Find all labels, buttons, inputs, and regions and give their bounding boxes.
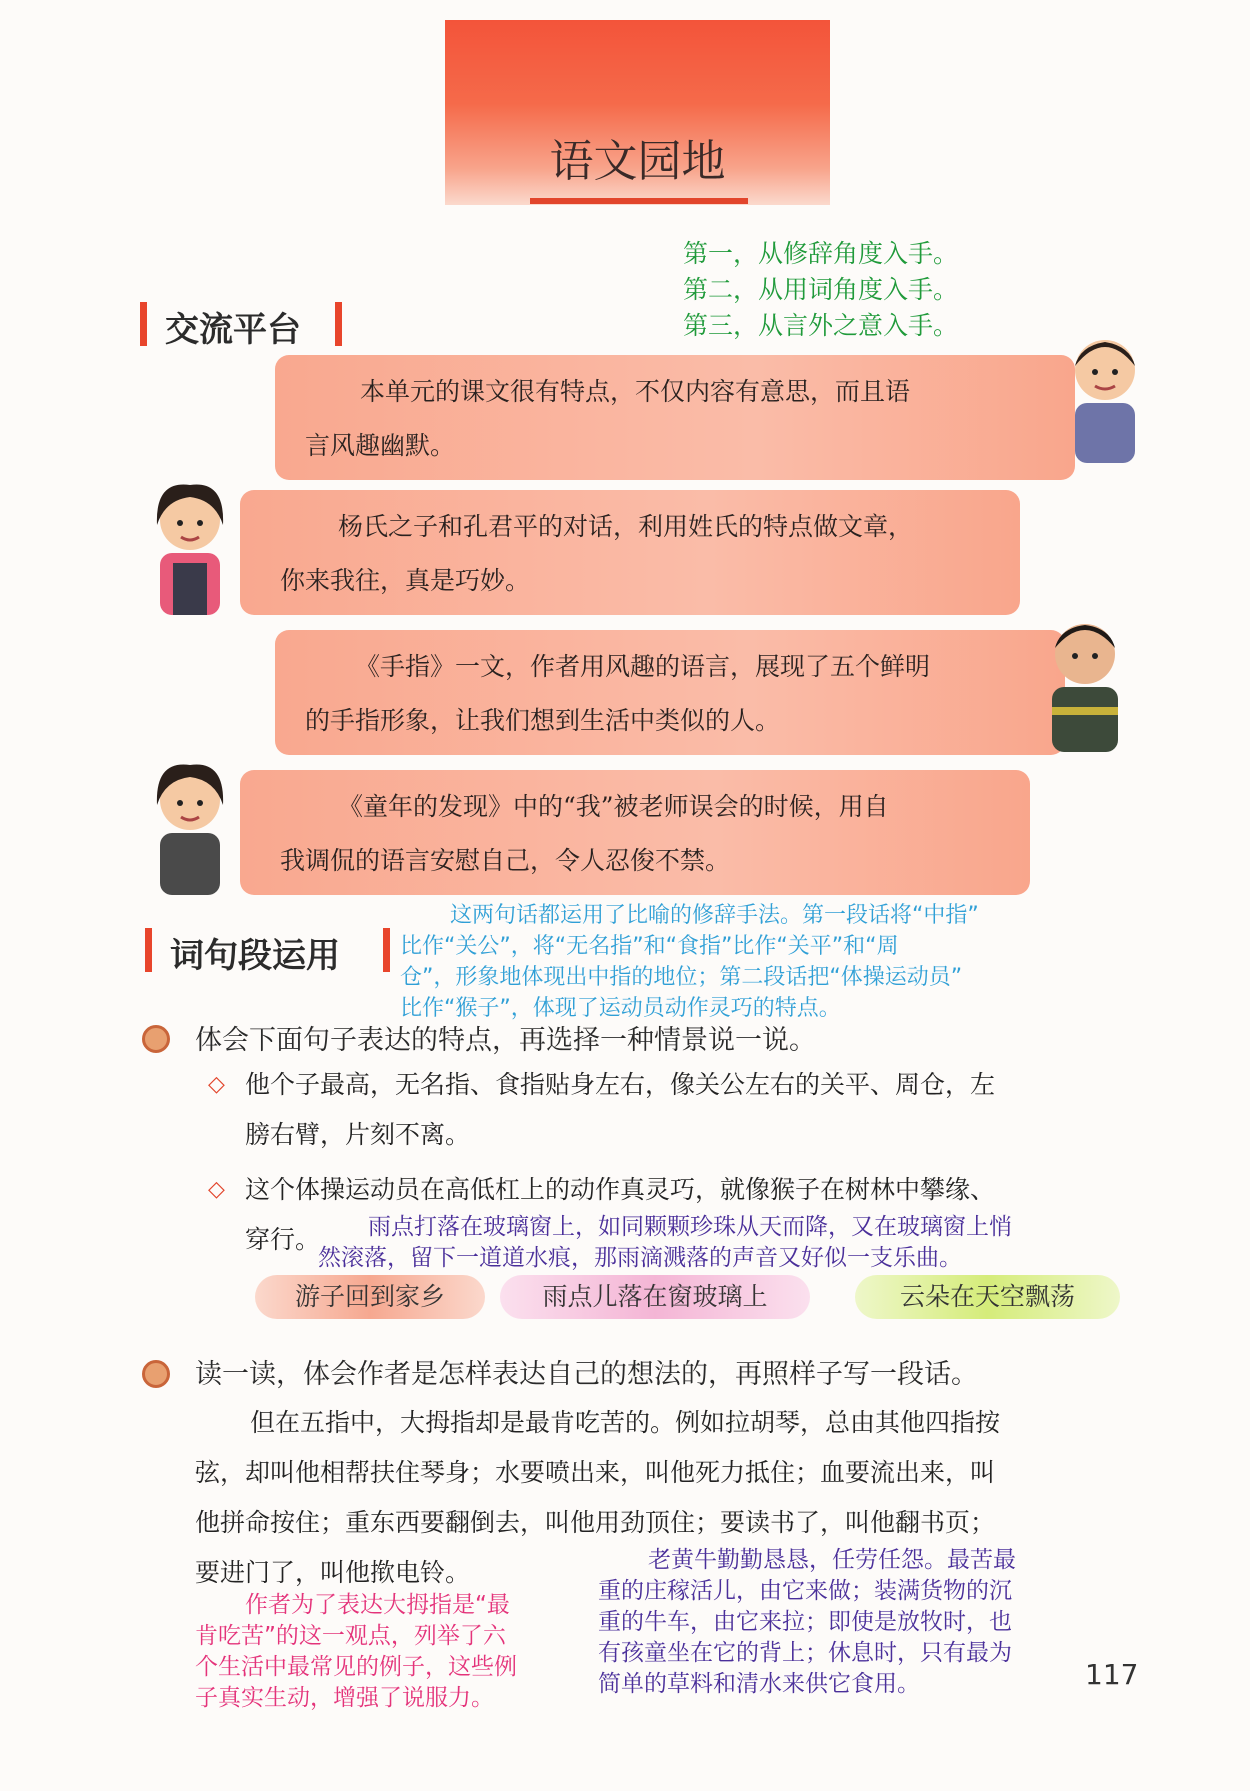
answer-note [400,900,1120,1024]
sentence-line: 膀右臂，片刻不离。 [245,1120,471,1149]
note-line: 老黄牛勤勤恳恳，任劳任怨。最苦最 [648,1547,1016,1573]
answer-note [318,1212,1148,1274]
passage-line: 弦，却叫他相帮扶住琴身；水要喷出来，叫他死力抵住；血要流出来，叫 [195,1458,996,1487]
note-line: 个生活中最常见的例子，这些例 [195,1654,517,1680]
title-underline [530,198,748,204]
example-sentence-1 [245,1060,1145,1160]
task-icon [142,1360,170,1388]
page-number: 117 [1085,1658,1139,1691]
diamond-bullet-icon: ◇ [208,1072,225,1097]
task1-instruction: 体会下面句子表达的特点，再选择一种情景说一说。 [195,1025,816,1056]
boy-avatar [1060,328,1150,478]
page-title: 语文园地 [549,136,726,187]
scenario-option: 云朵在天空飘荡 [855,1275,1120,1319]
note-line: 作者为了表达大拇指是“最 [245,1592,510,1618]
note-line: 雨点打落在玻璃窗上，如同颗颗珍珠从天而降，又在玻璃窗上悄 [368,1214,1012,1240]
scenario-option: 雨点儿落在窗玻璃上 [500,1275,810,1319]
bubble-line: 我调侃的语言安慰自己，令人忍俊不禁。 [280,846,731,875]
section-marker [140,302,147,346]
girl-avatar [145,755,235,905]
bubble-line: 杨氏之子和孔君平的对话，利用姓氏的特点做文章， [338,512,914,541]
section-marker [383,928,390,972]
answer-hints [683,236,958,344]
note-line: 仓”，形象地体现出中指的地位；第二段话把“体操运动员” [400,965,963,990]
sentence-line: 他个子最高，无名指、食指贴身左右，像关公左右的关平、周仓，左 [245,1070,996,1099]
note-line: 简单的草料和清水来供它食用。 [598,1671,920,1697]
dialog-bubble [275,355,1075,480]
section-marker [335,302,342,346]
note-line: 这两句话都运用了比喻的修辞手法。第一段话将“中指” [450,903,979,928]
passage-line: 要进门了，叫他揿电铃。 [195,1558,471,1587]
analysis-note [195,1590,595,1714]
bubble-line: 《童年的发现》中的“我”被老师误会的时候，用自 [338,792,889,821]
passage-line: 他拼命按住；重东西要翻倒去，叫他用劲顶住；要读书了，叫他翻书页； [195,1508,996,1537]
passage-line: 但在五指中，大拇指却是最肯吃苦的。例如拉胡琴，总由其他四指按 [250,1408,1001,1437]
task2-instruction: 读一读，体会作者是怎样表达自己的想法的，再照样子写一段话。 [195,1359,978,1390]
note-line: 子真实生动，增强了说服力。 [195,1685,494,1711]
bubble-line: 你来我往，真是巧妙。 [280,566,531,595]
section-marker [145,928,152,972]
bubble-line: 言风趣幽默。 [305,431,456,460]
note-line: 比作“关公”，将“无名指”和“食指”比作“关平”和“周 [400,934,899,959]
note-line: 比作“猴子”，体现了运动员动作灵巧的特点。 [400,996,841,1021]
dialog-bubble [240,770,1030,895]
answer-hint: 第一，从修辞角度入手。 [683,239,959,268]
note-line: 然滚落，留下一道道水痕，那雨滴溅落的声音又好似一支乐曲。 [318,1245,962,1271]
note-line: 重的牛车，由它来拉；即使是放牧时，也 [598,1609,1012,1635]
note-line: 肯吃苦”的这一观点，列举了六 [195,1623,506,1649]
answer-hint: 第三，从言外之意入手。 [683,311,959,340]
bubble-line: 的手指形象，让我们想到生活中类似的人。 [305,706,781,735]
girl-avatar [145,475,235,625]
task-icon [142,1025,170,1053]
dialog-bubble [275,630,1065,755]
note-line: 有孩童坐在它的背上；休息时，只有最为 [598,1640,1012,1666]
section-heading-exchange: 交流平台 [165,310,301,350]
section-heading-usage: 词句段运用 [170,936,340,976]
dialog-bubble [240,490,1020,615]
diamond-bullet-icon: ◇ [208,1177,225,1202]
scenario-option: 游子回到家乡 [255,1275,485,1319]
bubble-line: 本单元的课文很有特点，不仅内容有意思，而且语 [360,377,911,406]
note-line: 重的庄稼活儿，由它来做；装满货物的沉 [598,1578,1012,1604]
man-avatar [1040,612,1130,762]
answer-note [598,1545,1098,1700]
answer-hint: 第二，从用词角度入手。 [683,275,959,304]
bubble-line: 《手指》一文，作者用风趣的语言，展现了五个鲜明 [355,652,931,681]
sentence-line: 这个体操运动员在高低杠上的动作真灵巧，就像猴子在树林中攀缘、 [245,1175,996,1204]
sentence-line: 穿行。 [245,1225,321,1254]
